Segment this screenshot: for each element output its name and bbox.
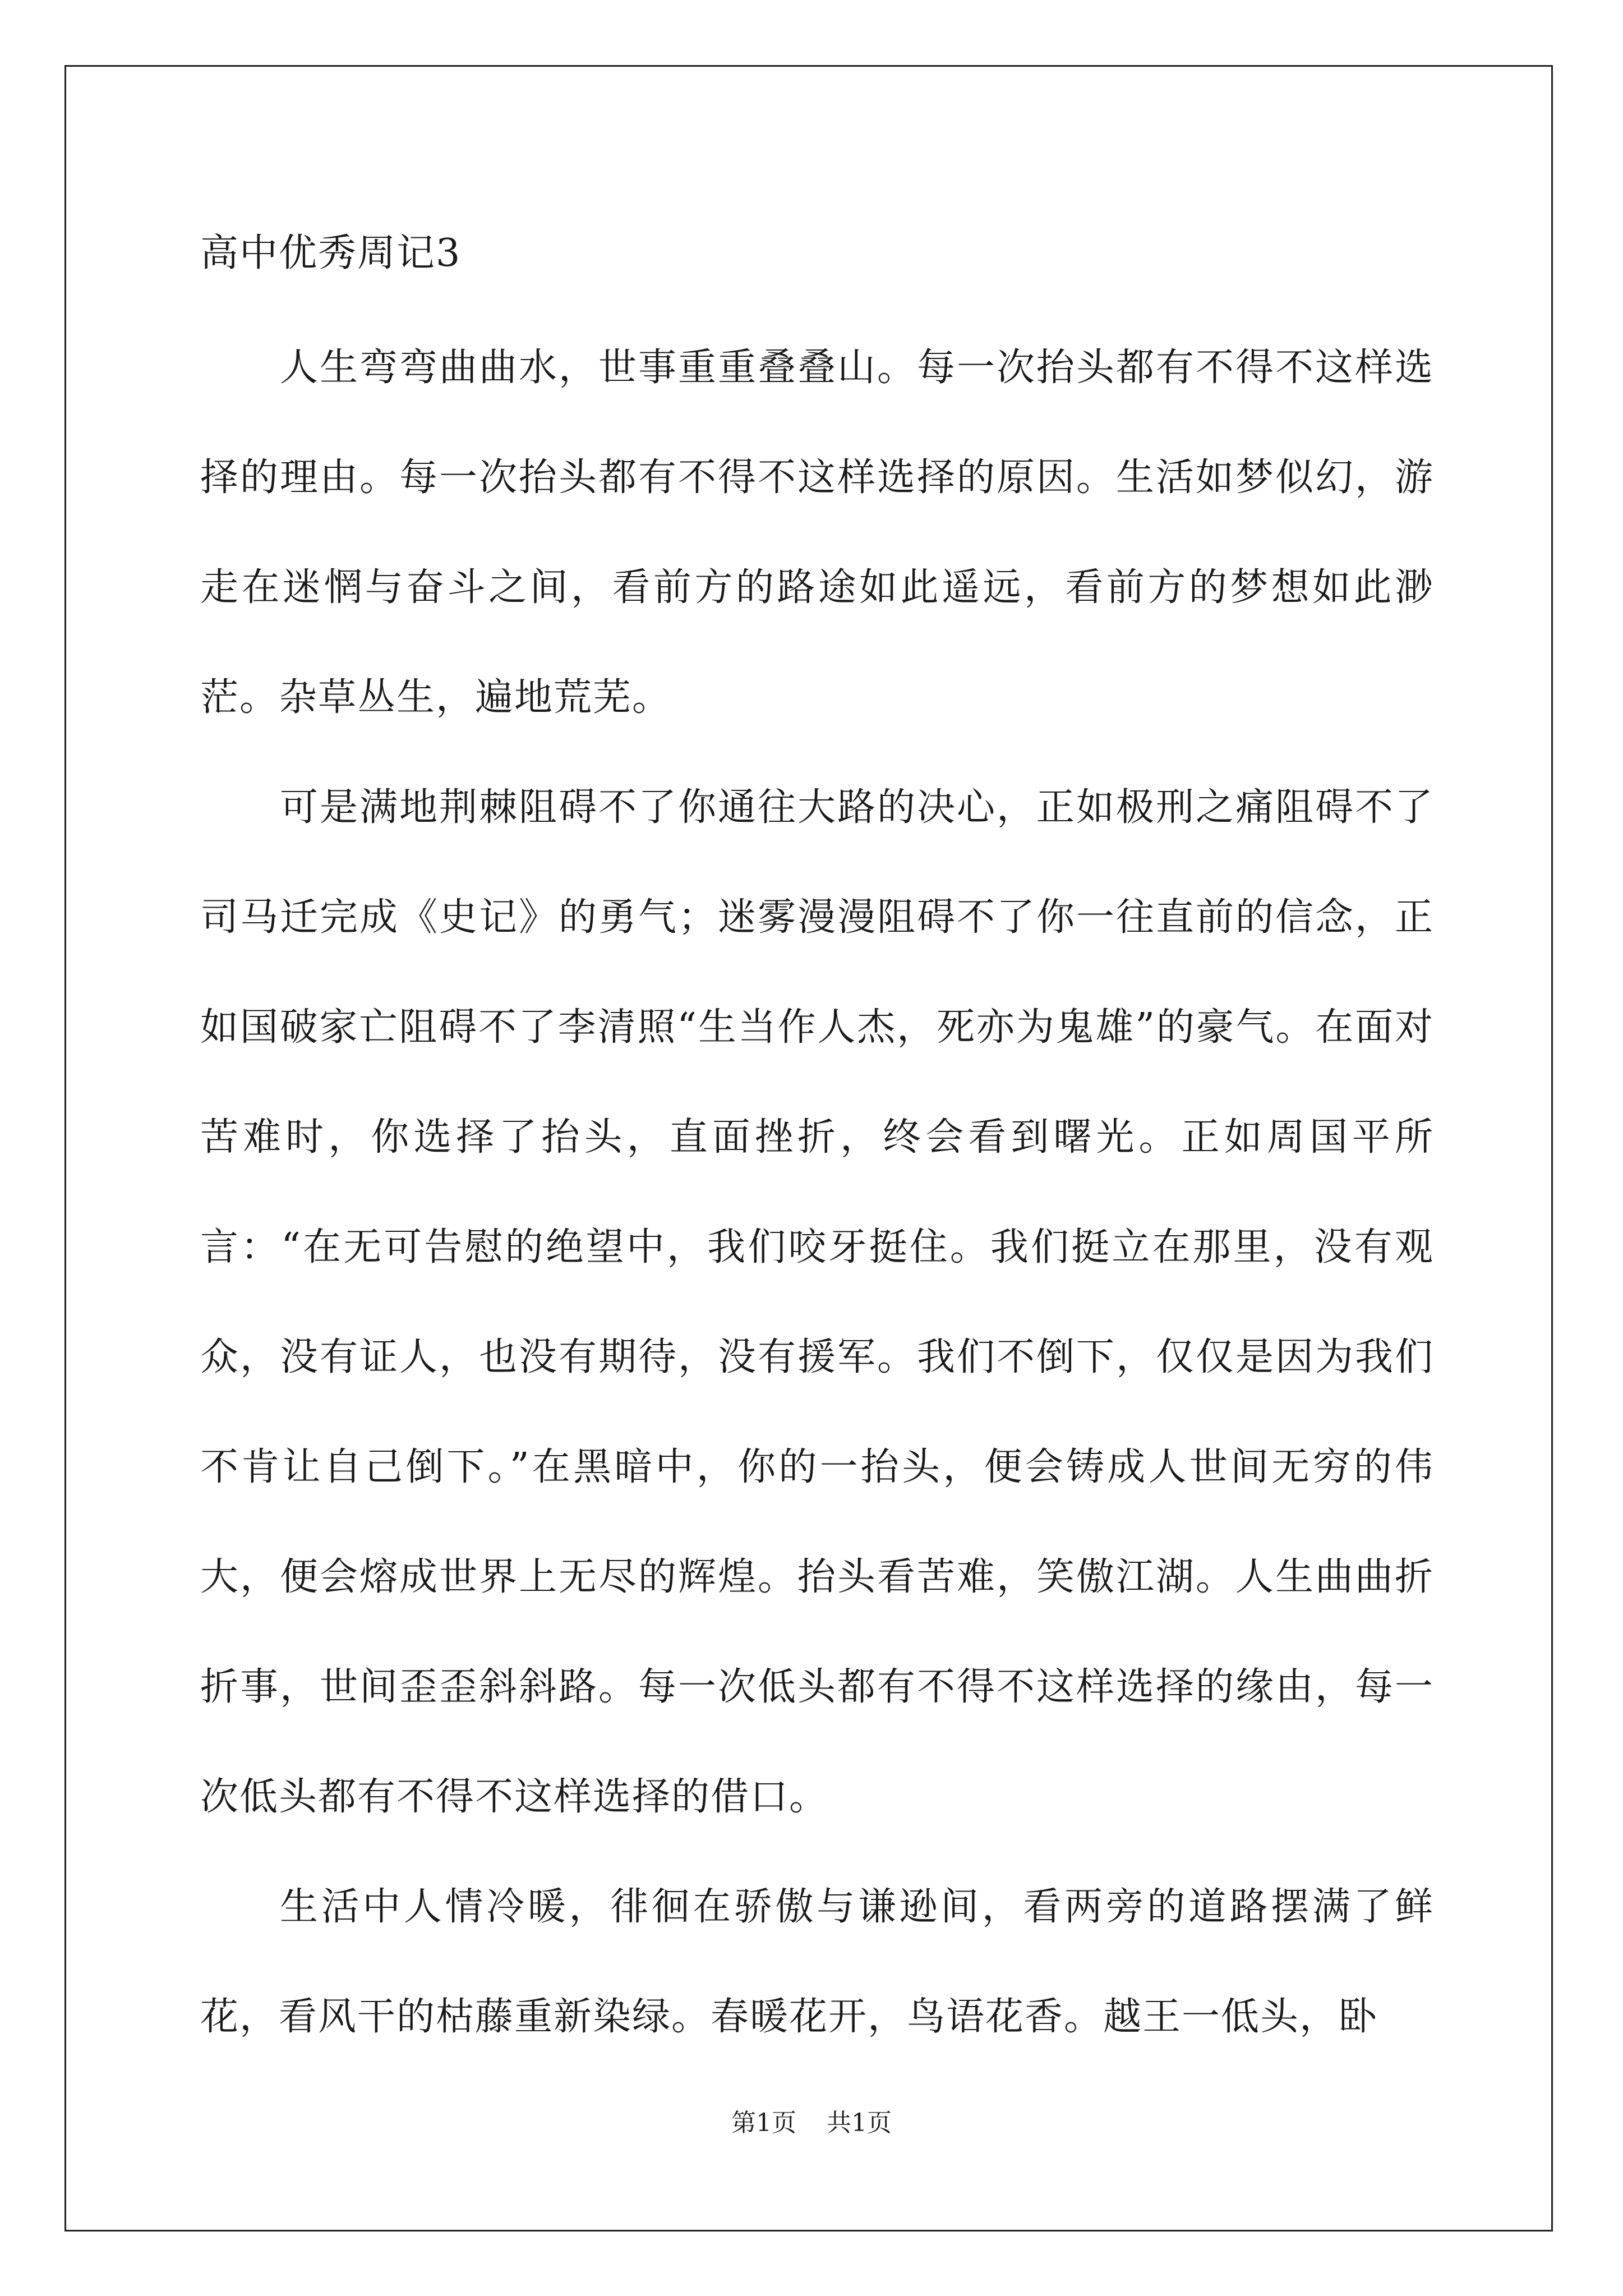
paragraph-2: 可是满地荆棘阻碍不了你通往大路的决心，正如极刑之痛阻碍不了司马迁完成《史记》的勇气；迷雾漫漫阻碍不了你一往直前的信念，正如国破家亡阻碍不了李清照“生当作人杰，死亦为鬼雄”的豪气。在面对苦难时，你选择了抬头，直面挫折，终会看到曙光。正如周国平所言：“在无可告慰的绝望中，我们咬牙挺住。我们挺立在那里，没有观众，没有证人，也没有期待，没有援军。我们不倒下，仅仅是因为我们不肯让自己倒下。”在黑暗中，你的一抬头，便会铸成人世间无穷的伟大，便会熔成世界上无尽的辉煌。抬头看苦难，笑傲江湖。人生曲曲折折事，世间歪歪斜斜路。每一次低头都有不得不这样选择的缘由，每一次低头都有不得不这样选择的借口。 (200, 785, 1434, 1819)
document-body (200, 220, 1434, 2072)
page-footer (0, 2106, 1623, 2140)
page-total: 共1页 (827, 2109, 892, 2137)
document-title: 高中优秀周记3 (200, 231, 462, 275)
paragraph-1: 人生弯弯曲曲水，世事重重叠叠山。每一次抬头都有不得不这样选择的理由。每一次抬头都有不得不这样选择的原因。生活如梦似幻，游走在迷惘与奋斗之间，看前方的路途如此遥远，看前方的梦想如此渺茫。杂草丛生，遍地荒芜。 (200, 346, 1434, 720)
page-number: 第1页 (731, 2109, 796, 2137)
paragraph-3: 生活中人情冷暖，徘徊在骄傲与谦逊间，看两旁的道路摆满了鲜花，看风干的枯藤重新染绿。春暖花开，鸟语花香。越王一低头，卧 (200, 1885, 1434, 2039)
